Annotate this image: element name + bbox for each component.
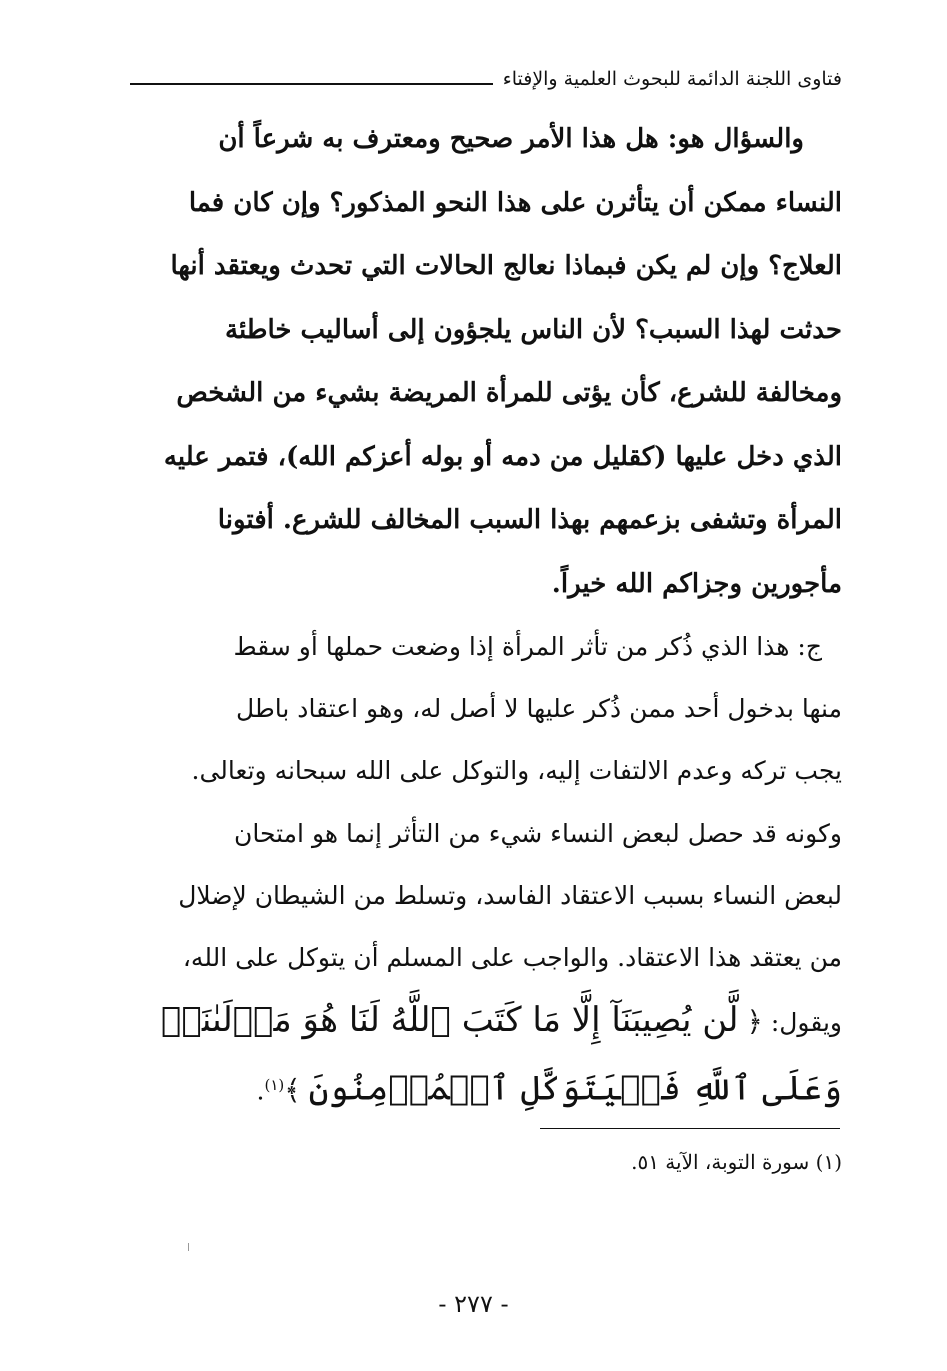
answer-block [125,616,842,1123]
header-rule [130,83,493,85]
quote-intro: ويقول: [770,1008,842,1038]
answer-line: ج: هذا الذي ذُكر من تأثر المرأة إذا وضعت حملها أو سقط [233,632,822,661]
question-line: ومخالفة للشرع، كأن يؤتى للمرأة المريضة بشيء من الشخص [176,378,842,408]
scan-speck [188,1243,189,1251]
answer-line: منها بدخول أحد ممن ذُكر عليها لا أصل له، وهو اعتقاد باطل [235,694,842,724]
answer-line: لبعض النساء بسبب الاعتقاد الفاسد، وتسلط من الشيطان لإضلال [178,880,842,910]
footnote-rule [540,1128,840,1129]
question-line: المرأة وتشفى بزعمهم بهذا السبب المخالف للشرع. أفتونا [217,505,842,535]
verse-line [125,989,842,1054]
running-title: فتاوى اللجنة الدائمة للبحوث العلمية والإفتاء [502,68,842,90]
question-block [125,108,842,616]
footnote-reference: (١) [264,1076,285,1095]
question-line: النساء ممكن أن يتأثرن على هذا النحو المذكور؟ وإن كان فما [188,187,842,218]
footnote: (١) سورة التوبة، الآية ٥١. [631,1150,842,1174]
answer-line: من يعتقد هذا الاعتقاد. والواجب على المسلم أن يتوكل على الله، [182,943,842,973]
answer-line: وكونه قد حصل لبعض النساء شيء من التأثر إنما هو امتحان [234,818,842,848]
question-line: العلاج؟ وإن لم يكن فبماذا نعالج الحالات التي تحدث ويعتقد أنها [170,251,842,281]
quran-verse-part-1: لَّن يُصِيبَنَآ إِلَّا مَا كَتَبَ ٱللَّهُ لَنَا هُوَ مَوۡلَىٰنَاۚ [161,1000,739,1041]
question-line: حدثت لهذا السبب؟ لأن الناس يلجؤون إلى أساليب خاطئة [225,314,842,345]
ornate-bracket-close: ﴾ [284,1073,301,1107]
answer-line: يجب تركه وعدم الالتفات إليه، والتوكل على الله سبحانه وتعالى. [191,756,842,786]
question-line: والسؤال هو: هل هذا الأمر صحيح ومعترف به شرعاً أن [218,124,804,154]
verse-line [125,1054,842,1123]
quran-verse-part-2: وَعَلَى ٱللَّهِ فَلۡيَتَوَكَّلِ ٱلۡمُؤۡمِنُونَ [308,1068,842,1109]
page-number: - ٢٧٧ - [438,1290,509,1318]
question-line: الذي دخل عليها (كقليل من دمه أو بوله أعزكم الله)، فتمر عليه [163,441,842,472]
running-header [130,58,842,94]
ornate-bracket-open: ﴿ [746,1005,763,1039]
sentence-end: . [256,1076,265,1106]
question-line: مأجورين وجزاكم الله خيراً. [551,568,842,599]
